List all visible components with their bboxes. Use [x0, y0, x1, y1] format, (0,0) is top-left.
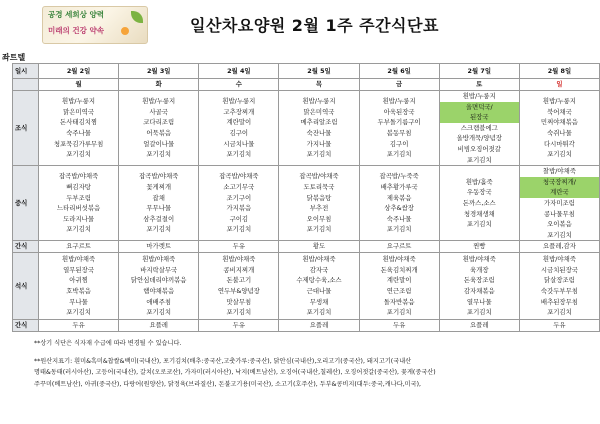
- snack-cell: 찐빵: [439, 241, 519, 253]
- breakfast-cell: [439, 91, 519, 166]
- dinner-cell: [39, 252, 119, 319]
- menu-item: 삼추걸절이: [143, 214, 175, 223]
- menu-item: 포기김치: [226, 225, 252, 234]
- menu-item: 도토리묵국: [303, 183, 335, 192]
- menu-item: 무생채: [309, 297, 329, 306]
- snack-cell: 요플레: [279, 319, 359, 331]
- menu-item: 포기김치: [306, 150, 332, 159]
- menu-item: 청포묵김가루무침: [53, 139, 104, 148]
- menu-item: 포기김치: [466, 308, 492, 317]
- lunch-row: [13, 166, 600, 241]
- menu-item: 포기김치: [547, 150, 572, 159]
- menu-item: 두부조림: [66, 193, 91, 202]
- menu-item: 구이김: [229, 214, 249, 223]
- menu-item: 포기김치: [386, 150, 412, 159]
- menu-item: 청국장찌개/: [520, 177, 599, 188]
- menu-item: 가자미조림: [543, 198, 575, 207]
- menu-item: 찰밥/야채죽: [542, 167, 576, 176]
- menu-item: 봄동무침: [386, 129, 412, 138]
- menu-item: 사골국: [149, 107, 168, 116]
- menu-item: 꽃게찌개: [146, 183, 172, 192]
- menu-item: 어묵볶음: [146, 129, 172, 138]
- menu-item: 흰밥/누룽지: [302, 97, 336, 106]
- menu-item: 포기김치: [386, 308, 412, 317]
- menu-item: 가지나물: [306, 139, 332, 148]
- menu-item: 계란말이: [226, 118, 252, 127]
- snack-cell: 요구르트: [39, 241, 119, 253]
- snack-cell: 요플레: [439, 319, 519, 331]
- menu-item: 흰밥/누룽지: [62, 97, 96, 106]
- menu-item: 닭안심데리야끼볶음: [130, 276, 187, 285]
- menu-item: 다시마튀각: [543, 139, 575, 148]
- snack2-label: 간식: [13, 319, 39, 331]
- menu-item: 잡곡밥/야채죽: [139, 172, 179, 181]
- menu-item: 바지락살무국: [140, 265, 178, 274]
- date-cell: 2월 8일: [519, 64, 599, 79]
- menu-item: 소고기무국: [223, 183, 255, 192]
- weekday-cell: 화: [119, 79, 199, 91]
- snack-cell: 요플레,감자: [519, 241, 599, 253]
- menu-item: 청경채생채: [463, 209, 495, 218]
- breakfast-row: [13, 91, 600, 166]
- menu-item: 김구이: [389, 139, 409, 148]
- lunch-cell: [439, 166, 519, 241]
- menu-item: 흰밥/흘죽: [465, 177, 493, 186]
- menu-item: 흰밥/야채죽: [142, 255, 176, 264]
- menu-item: 육개장: [470, 265, 489, 274]
- menu-item: 올면덕국/: [440, 102, 519, 113]
- menu-item: 돈육김치찌개: [380, 265, 418, 274]
- menu-item: 민찌야채볶음: [540, 118, 578, 127]
- menu-item: 상추&쌈장: [384, 204, 414, 213]
- date-cell: 2월 6일: [359, 64, 439, 79]
- menu-item: 포기김치: [146, 225, 172, 234]
- menu-item: 닭볶음탕: [306, 193, 332, 202]
- menu-item: 된장국: [440, 112, 519, 123]
- menu-item: 흰밥/누룽지: [142, 97, 176, 106]
- menu-item: 숙잔나물: [306, 129, 332, 138]
- menu-item: 김구이: [229, 129, 249, 138]
- menu-item: 포기김치: [466, 220, 492, 229]
- menu-item: 도라지나물: [63, 214, 94, 223]
- menu-item: 돌자반볶음: [383, 297, 415, 306]
- menu-item: 숙주나물: [386, 214, 412, 223]
- menu-item: 흰밥/누룽지: [222, 97, 256, 106]
- menu-item: 계란말이: [386, 276, 412, 285]
- dinner-label: 석식: [13, 252, 39, 319]
- menu-item: 감자국: [309, 265, 329, 274]
- lunch-cell: [199, 166, 279, 241]
- menu-item: 닭살장조림: [543, 276, 575, 285]
- date-cell: 2월 5일: [279, 64, 359, 79]
- menu-item: 시금치된장국: [540, 265, 578, 274]
- lunch-cell: [119, 166, 199, 241]
- menu-item: 콩나물무침: [543, 209, 575, 218]
- snack1-row: [13, 241, 600, 253]
- menu-item: 햄야채볶음: [143, 286, 175, 295]
- menu-item: 계란국: [520, 187, 599, 198]
- menu-item: 잡곡밥/야채죽: [219, 172, 259, 181]
- menu-item: 잡곡밥/누죽죽: [379, 172, 419, 181]
- menu-item: 콩비지찌개: [223, 265, 255, 274]
- weekday-cell: 금: [359, 79, 439, 91]
- sun-icon: [121, 27, 129, 35]
- menu-item: 부추전: [309, 204, 329, 213]
- note-origin-1: **원산지표기: 흰미&흑미&찹쌀&백미(국내산), 포기김치(배추:중국산,고춧가루:중국산), 닭안심(국내산),오리고기(중국산), 돼지고기(국내산: [34, 358, 412, 366]
- menu-item: 숙갓두부무침: [540, 286, 578, 295]
- menu-item: 아귀찜: [69, 276, 88, 285]
- menu-item: 흰밥/야채죽: [222, 255, 256, 264]
- menu-item: 흰밥/누룽지: [382, 97, 416, 106]
- weekday-cell: 일: [519, 79, 599, 91]
- menu-item: 흰밥/누룽지: [542, 97, 576, 106]
- menu-item: 시금치나물: [223, 139, 255, 148]
- menu-item: 맑은미역국: [303, 107, 335, 116]
- menu-item: 두부돌기름구이: [377, 118, 421, 127]
- menu-item: 흰밥/야채죽: [302, 255, 336, 264]
- breakfast-cell: [519, 91, 599, 166]
- snack-cell: 황도: [279, 241, 359, 253]
- menu-item: 숙주나물: [66, 129, 91, 138]
- lunch-cell: [279, 166, 359, 241]
- snack-cell: 마가렛트: [119, 241, 199, 253]
- ward-label: 좌트텔: [2, 53, 26, 62]
- menu-item: 포기김치: [466, 155, 492, 164]
- menu-item: 우동장국: [466, 188, 492, 197]
- snack-cell: 두유: [199, 319, 279, 331]
- menu-item: 포기김치: [306, 308, 332, 317]
- snack-cell: 요구르트: [359, 241, 439, 253]
- menu-item: 숙쥐나물: [547, 129, 572, 138]
- date-cell: 2월 7일: [439, 64, 519, 79]
- menu-item: 잡곡밥/야채죽: [58, 172, 99, 181]
- dinner-cell: [519, 252, 599, 319]
- menu-item: 흰밥/야채죽: [542, 255, 576, 264]
- snack-cell: 두유: [519, 319, 599, 331]
- menu-item: 배추황가루국: [380, 183, 418, 192]
- menu-item: 열무된장국: [63, 265, 94, 274]
- menu-item: 오이무침: [306, 214, 332, 223]
- menu-item: 흰밥/누룽지: [462, 92, 496, 100]
- menu-item: 포기김치: [66, 150, 91, 159]
- breakfast-cell: [39, 91, 119, 166]
- menu-item: 느타리버섯볶음: [56, 204, 101, 213]
- menu-item: 비빔오징어젓갈: [457, 144, 501, 153]
- dinner-cell: [119, 252, 199, 319]
- menu-item: 북어채국: [547, 107, 572, 116]
- menu-item: 포기김치: [386, 225, 412, 234]
- snack-cell: 두유: [199, 241, 279, 253]
- date-cell: 2월 3일: [119, 64, 199, 79]
- dinner-cell: [199, 252, 279, 319]
- menu-item: 스크램블에그: [460, 123, 498, 132]
- logo-text-top: 공경 세희상 양력: [48, 10, 104, 19]
- menu-item: 포기김치: [306, 225, 332, 234]
- date-row: [13, 64, 600, 79]
- menu-item: 포기김치: [66, 308, 91, 317]
- menu-item: 수제탕수육,소스: [296, 276, 342, 285]
- snack2-row: [13, 319, 600, 331]
- date-cell: 2월 4일: [199, 64, 279, 79]
- menu-item: 포기김치: [146, 150, 172, 159]
- menu-item: 돈까스,소스: [462, 198, 496, 207]
- notes: [34, 338, 436, 390]
- menu-item: 포기김치: [547, 308, 572, 317]
- menu-item: 맛살무침: [226, 297, 252, 306]
- menu-item: 아욱된장국: [383, 107, 415, 116]
- menu-item: 근대나물: [306, 286, 332, 295]
- menu-item: 무나물: [69, 297, 88, 306]
- breakfast-cell: [279, 91, 359, 166]
- menu-item: 흰밥/야채죽: [462, 255, 496, 264]
- menu-item: 흰밥/야채죽: [62, 255, 96, 264]
- menu-item: 포기김치: [226, 150, 252, 159]
- snack-cell: 요플레: [119, 319, 199, 331]
- weekday-cell: 목: [279, 79, 359, 91]
- lunch-cell: [519, 166, 599, 241]
- menu-item: 감자채볶음: [463, 286, 495, 295]
- menu-item: 코다리조림: [143, 118, 175, 127]
- menu-item: 메추리알조림: [300, 118, 338, 127]
- menu-item: 돈사태김치찜: [60, 118, 98, 127]
- menu-item: 애배주침: [146, 297, 172, 306]
- menu-item: 포기김치: [226, 308, 252, 317]
- menu-item: 포기김치: [547, 230, 572, 239]
- header-label: 일시: [13, 64, 39, 79]
- page-title: 일산차요양원 2월 1주 주간식단표: [190, 16, 439, 35]
- menu-table: [12, 63, 600, 332]
- blank-cell: [13, 79, 39, 91]
- logo-text-bottom: 미래의 건강 약속: [48, 26, 104, 35]
- menu-item: 뻐김자탕: [66, 183, 91, 192]
- lunch-cell: [359, 166, 439, 241]
- menu-item: 돈육장조림: [463, 276, 495, 285]
- weekday-row: [13, 79, 600, 91]
- weekday-cell: 토: [439, 79, 519, 91]
- menu-item: 고추장찌개: [223, 107, 255, 116]
- menu-item: 올방개묵/양념장: [456, 134, 502, 143]
- note-change: **상기 식단은 식자재 수급에 따라 변경될 수 있습니다.: [34, 340, 182, 347]
- dinner-cell: [279, 252, 359, 319]
- menu-item: 무무나물: [146, 204, 172, 213]
- menu-item: 잡채: [152, 193, 165, 202]
- note-origin-3: 주꾸미(베트남산), 아귀(중국산), 다랑어(원양산), 닭정육(브라질산), 돈불고기용(미국산), 소고기(호주산), 두부&콩비지(대두:중국,캐나다,미국),: [34, 380, 421, 388]
- menu-item: 연두부&양념장: [217, 286, 260, 295]
- menu-item: 가지볶음: [226, 204, 252, 213]
- menu-item: 얼갈이나물: [143, 139, 175, 148]
- menu-item: 열무나물: [466, 297, 492, 306]
- snack1-label: 간식: [13, 241, 39, 253]
- dinner-cell: [359, 252, 439, 319]
- menu-item: 포기김치: [66, 225, 91, 234]
- snack-cell: 두유: [359, 319, 439, 331]
- menu-item: 제육볶음: [386, 193, 412, 202]
- menu-item: 흰밥/야채죽: [382, 255, 416, 264]
- weekday-cell: 월: [39, 79, 119, 91]
- breakfast-cell: [119, 91, 199, 166]
- snack-cell: 두유: [39, 319, 119, 331]
- menu-item: 배추된장무침: [540, 297, 578, 306]
- note-origin-2: 명태&동태(러시아산), 고등어(국내산), 갈치(오로코산), 가자미(러시아산), 낙지(베트남산), 오징어(국내산,칠레산), 오징어젓갈(중국산), 꽃게(중국산): [34, 369, 436, 377]
- logo: [42, 6, 148, 44]
- menu-item: 연근조림: [386, 286, 412, 295]
- menu-item: 조기구이: [226, 193, 252, 202]
- breakfast-cell: [199, 91, 279, 166]
- menu-item: 맑은미역국: [63, 107, 94, 116]
- menu-item: 돈불고기: [226, 276, 252, 285]
- breakfast-label: 조식: [13, 91, 39, 166]
- menu-item: 포기김치: [146, 308, 172, 317]
- menu-item: 잡곡밥/야채죽: [299, 172, 339, 181]
- menu-item: 호박볶음: [66, 286, 91, 295]
- lunch-cell: [39, 166, 119, 241]
- leaf-icon: [131, 11, 143, 23]
- lunch-label: 중식: [13, 166, 39, 241]
- weekday-cell: 수: [199, 79, 279, 91]
- date-cell: 2월 2일: [39, 64, 119, 79]
- dinner-row: [13, 252, 600, 319]
- menu-item: 오이볶음: [547, 220, 572, 229]
- dinner-cell: [439, 252, 519, 319]
- breakfast-cell: [359, 91, 439, 166]
